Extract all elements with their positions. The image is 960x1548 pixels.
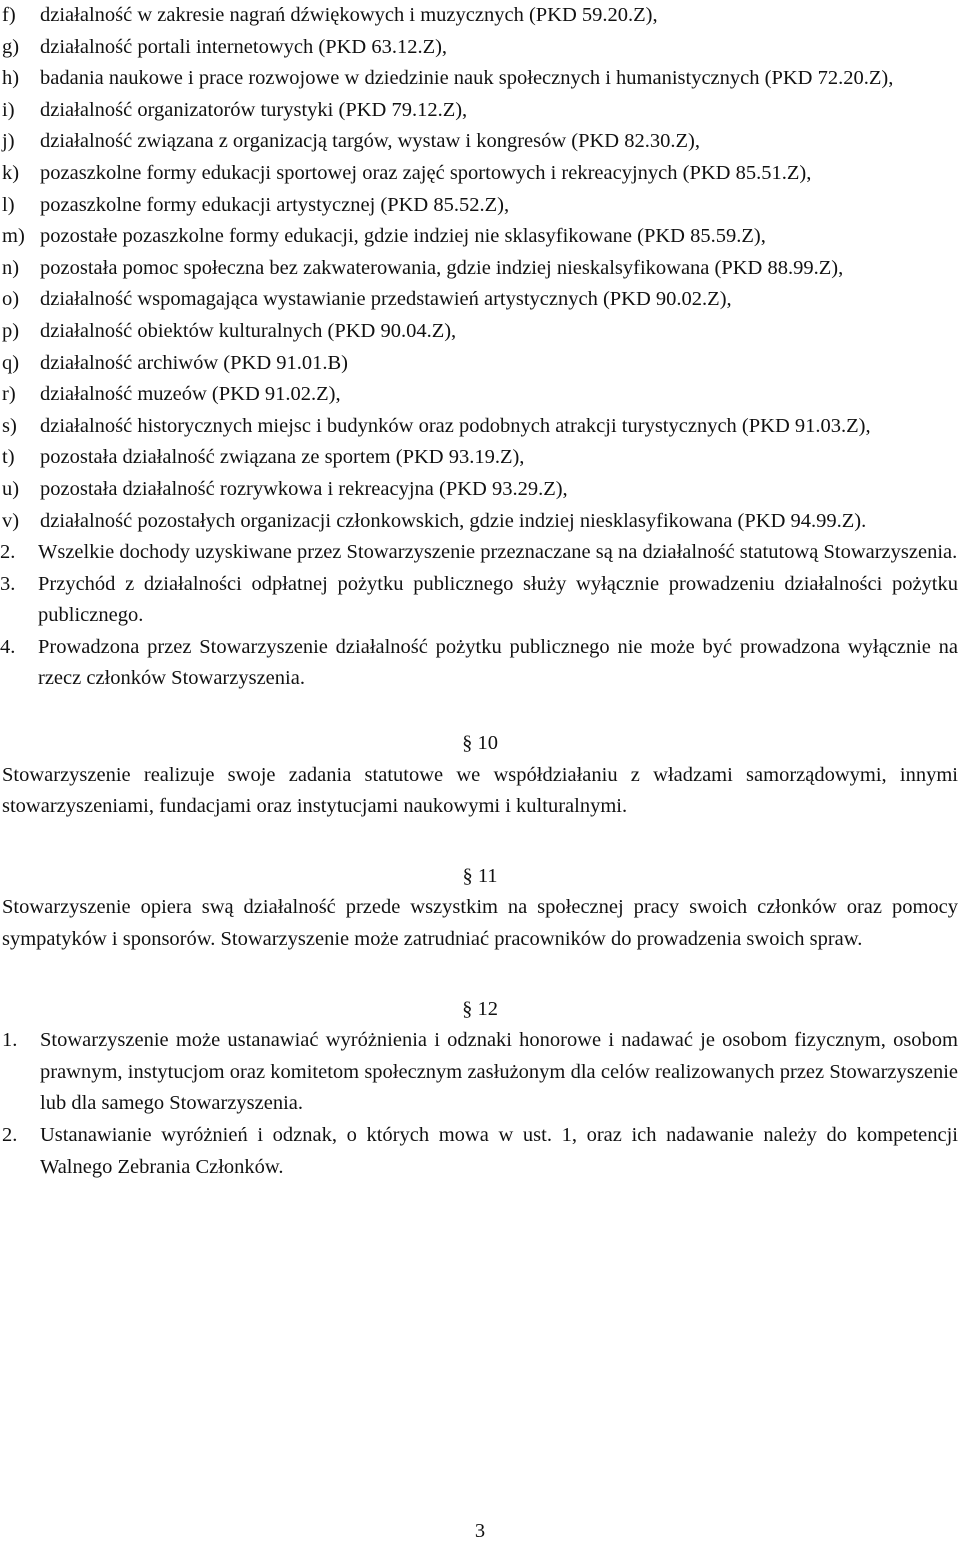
list-marker: l) xyxy=(2,193,15,216)
list-marker: f) xyxy=(2,4,16,26)
section-10 xyxy=(2,728,958,823)
list-item-text: działalność w zakresie nagrań dźwiękowych i muzycznych (PKD 59.20.Z), xyxy=(40,4,658,26)
list-item-text: działalność związana z organizacją targów, wystaw i kongresów (PKD 82.30.Z), xyxy=(40,130,700,153)
list-item-text: pozostała działalność rozrywkowa i rekreacyjna (PKD 93.29.Z), xyxy=(40,477,568,500)
list-item xyxy=(2,284,958,316)
numbered-points xyxy=(0,537,958,695)
list-marker: k) xyxy=(2,161,20,184)
point-text: Przychód z działalności odpłatnej pożytku publicznego służy wyłącznie prowadzeniu działalności pożytku publicznego. xyxy=(38,572,958,627)
spacer xyxy=(2,823,958,861)
list-item-text: badania naukowe i prace rozwojowe w dziedzinie nauk społecznych i humanistycznych (PKD 72.20.Z), xyxy=(40,67,894,90)
list-item-text: pozostała pomoc społeczna bez zakwaterowania, gdzie indziej nieskalsyfikowana (PKD 88.99.Z), xyxy=(40,256,844,279)
section-11 xyxy=(2,861,958,956)
point-marker: 1. xyxy=(2,1029,18,1052)
list-item xyxy=(2,221,958,253)
list-marker: j) xyxy=(2,130,15,153)
page-number: 3 xyxy=(474,1520,486,1542)
list-marker: i) xyxy=(2,98,15,121)
list-item-text: pozostałe pozaszkolne formy edukacji, gdzie indziej nie sklasyfikowane (PKD 85.59.Z), xyxy=(40,225,766,248)
list-marker: v) xyxy=(2,509,20,532)
point-marker: 2. xyxy=(2,1124,18,1146)
list-item xyxy=(2,506,958,538)
spacer xyxy=(2,695,958,728)
list-item-text: działalność wspomagająca wystawianie przedstawień artystycznych (PKD 90.02.Z), xyxy=(40,288,732,311)
section-heading: § 11 xyxy=(462,864,498,887)
list-marker: r) xyxy=(2,383,16,406)
list-marker: m) xyxy=(2,225,25,248)
list-item-text: działalność archiwów (PKD 91.01.B) xyxy=(40,351,349,374)
point-text: Wszelkie dochody uzyskiwane przez Stowarzyszenie przeznaczane są na działalność statutową Stowarzyszenia. xyxy=(38,541,958,564)
list-marker: q) xyxy=(2,351,20,374)
section-12 xyxy=(2,994,958,1184)
list-item-text: pozaszkolne formy edukacji sportowej oraz zajęć sportowych i rekreacyjnych (PKD 85.51.Z), xyxy=(40,161,812,184)
list-marker: g) xyxy=(2,35,20,58)
list-marker: t) xyxy=(2,446,15,469)
list-item-text: pozaszkolne formy edukacji artystycznej (PKD 85.52.Z), xyxy=(40,193,510,216)
list-item-text: działalność organizatorów turystyki (PKD 79.12.Z), xyxy=(40,98,468,121)
list-marker: h) xyxy=(2,67,20,90)
section-paragraph: Stowarzyszenie opiera swą działalność przede wszystkim na społecznej pracy swoich członków oraz pomocy sympatyków i sponsorów. Stowarzyszenie może zatrudniać pracowników do prowadzenia swoich spraw. xyxy=(2,896,958,951)
list-item xyxy=(2,95,958,127)
list-item xyxy=(2,379,958,411)
list-item xyxy=(2,0,958,32)
list-marker: o) xyxy=(2,288,20,311)
section-heading: § 10 xyxy=(462,732,498,755)
point-text: Stowarzyszenie może ustanawiać wyróżnienia i odznaki honorowe i nadawać je osobom fizycznym, osobom prawnym, instytucjom oraz komitetom społecznym zasłużonym dla celów realizowanych przez Stowarzyszenie lub dla samego Stowarzyszenia. xyxy=(40,1029,958,1115)
point-marker: 2. xyxy=(0,541,16,564)
list-item xyxy=(2,63,958,95)
list-item xyxy=(2,474,958,506)
point-marker: 4. xyxy=(0,635,16,658)
spacer xyxy=(2,956,958,994)
list-marker: u) xyxy=(2,477,20,500)
list-item-text: działalność pozostałych organizacji członkowskich, gdzie indziej niesklasyfikowana (PKD 94.99.Z). xyxy=(40,509,867,532)
list-item xyxy=(2,190,958,222)
list-marker: n) xyxy=(2,256,20,279)
list-marker: s) xyxy=(2,414,17,437)
list-item xyxy=(2,253,958,285)
list-item xyxy=(2,442,958,474)
section-heading: § 12 xyxy=(462,997,498,1020)
numbered-point xyxy=(2,1120,958,1183)
list-item-text: działalność muzeów (PKD 91.02.Z), xyxy=(40,383,341,406)
list-item xyxy=(2,158,958,190)
point-marker: 3. xyxy=(0,572,16,595)
list-marker: p) xyxy=(2,319,20,342)
numbered-point xyxy=(2,1025,958,1120)
list-item-text: działalność portali internetowych (PKD 63.12.Z), xyxy=(40,35,448,58)
numbered-point xyxy=(0,632,958,695)
list-item xyxy=(2,348,958,380)
list-item xyxy=(2,126,958,158)
list-item-text: działalność obiektów kulturalnych (PKD 90.04.Z), xyxy=(40,319,457,342)
list-item-text: działalność historycznych miejsc i budynków oraz podobnych atrakcji turystycznych (PKD 91.03.Z), xyxy=(40,414,871,437)
point-text: Ustanawianie wyróżnień i odznak, o których mowa w ust. 1, oraz ich nadawanie należy do kompetencji Walnego Zebrania Członków. xyxy=(40,1124,958,1178)
section-paragraph: Stowarzyszenie realizuje swoje zadania statutowe we współdziałaniu z władzami samorządowymi, innymi stowarzyszeniami, fundacjami oraz instytucjami naukowymi i kulturalnymi. xyxy=(2,763,958,818)
list-item xyxy=(2,32,958,64)
point-text: Prowadzona przez Stowarzyszenie działalność pożytku publicznego nie może być prowadzona wyłącznie na rzecz członków Stowarzyszenia. xyxy=(38,635,958,690)
pkd-activity-list xyxy=(2,0,958,537)
list-item xyxy=(2,316,958,348)
numbered-point xyxy=(0,537,958,569)
list-item xyxy=(2,411,958,443)
numbered-point xyxy=(0,569,958,632)
list-item-text: pozostała działalność związana ze sportem (PKD 93.19.Z), xyxy=(40,446,525,469)
